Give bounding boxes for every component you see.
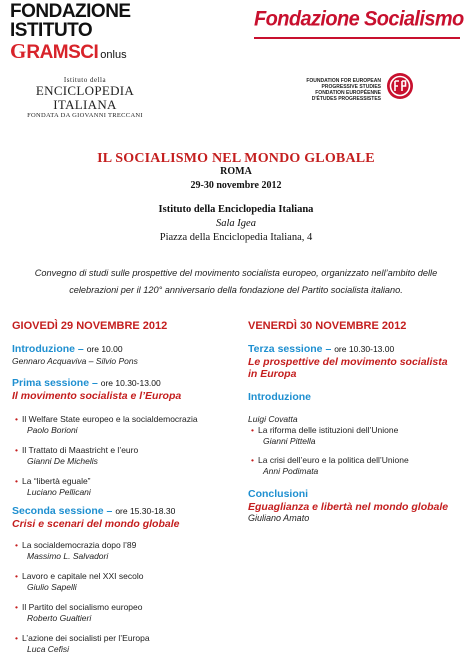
session1-heading: Prima sessione – ore 10.30-13.00 <box>12 377 161 389</box>
talk-topic: Il Welfare State europeo e la socialdemocrazia <box>22 414 198 424</box>
list-item <box>15 602 240 624</box>
treccani-logo-line3: FONDATA DA GIOVANNI TRECCANI <box>27 112 143 119</box>
talk-speaker: Gianni Pittella <box>263 436 316 446</box>
talk-topic: La crisi dell’euro e la politica dell’Unione <box>258 455 409 465</box>
talk-topic: La socialdemocrazia dopo l’89 <box>22 540 137 550</box>
list-item <box>15 633 240 655</box>
event-description-line2: celebrazioni per il 120° anniversario della fondazione del Partito socialista italiano. <box>69 285 403 295</box>
session3-title-line1: Le prospettive del movimento socialista <box>248 356 448 368</box>
session2-title: Crisi e scenari del mondo globale <box>12 518 180 530</box>
session3-label: Terza sessione <box>248 343 323 355</box>
session1-title: Il movimento socialista e l’Europa <box>12 390 182 402</box>
day2-intro-speaker: Luigi Covatta <box>248 414 298 424</box>
gramsci-logo-ramsci: RAMSCI <box>26 42 99 63</box>
day1-intro-time: ore 10.00 <box>86 344 123 354</box>
bullet-icon: • <box>15 602 18 612</box>
event-description <box>18 265 454 299</box>
talk-topic: Lavoro e capitale nel XXI secolo <box>22 571 144 581</box>
day2-program <box>248 320 468 524</box>
list-item <box>15 445 240 467</box>
socialismo-logo-underline <box>254 37 460 39</box>
talk-topic: La “libertà eguale” <box>22 476 91 486</box>
feps-logo-icon <box>386 72 414 100</box>
talk-topic: L’azione dei socialisti per l’Europa <box>22 633 150 643</box>
bullet-icon: • <box>15 633 18 643</box>
talk-speaker: Luciano Pellicani <box>27 487 91 497</box>
bullet-icon: • <box>15 571 18 581</box>
treccani-logo <box>10 76 160 119</box>
day1-intro-speakers: Gennaro Acquaviva – Silvio Pons <box>12 356 138 366</box>
conclusions-heading: Conclusioni <box>248 488 309 500</box>
page-title: IL SOCIALISMO NEL MONDO GLOBALE <box>97 151 375 166</box>
bullet-icon: • <box>251 455 254 465</box>
talk-speaker: Gianni De Michelis <box>27 456 98 466</box>
day1-intro-label: Introduzione <box>12 343 75 355</box>
event-description-line1: Convegno di studi sulle prospettive del movimento socialista europeo, organizzato nell’ambito delle <box>34 268 438 278</box>
list-item <box>15 571 240 593</box>
day1-header: GIOVEDÌ 29 NOVEMBRE 2012 <box>12 320 168 332</box>
session2-label: Seconda sessione <box>12 505 104 517</box>
event-date: 29-30 novembre 2012 <box>190 180 282 191</box>
list-item <box>251 455 468 477</box>
feps-text-line2: PROGRESSIVE STUDIES <box>321 84 381 90</box>
talk-speaker: Massimo L. Salvadori <box>27 551 109 561</box>
day2-header: VENERDÌ 30 NOVEMBRE 2012 <box>248 320 407 332</box>
session3-heading: Terza sessione – ore 10.30-13.00 <box>248 343 395 355</box>
gramsci-logo-line1: FONDAZIONE <box>10 1 131 22</box>
session1-label: Prima sessione <box>12 377 90 389</box>
talk-speaker: Roberto Gualtieri <box>27 613 92 623</box>
event-address: Piazza della Enciclopedia Italiana, 4 <box>159 232 313 243</box>
list-item <box>251 425 468 447</box>
day2-intro-heading: Introduzione <box>248 391 311 403</box>
talk-speaker: Paolo Borioni <box>27 425 78 435</box>
talk-speaker: Anni Podimata <box>263 466 319 476</box>
gramsci-logo-onlus: onlus <box>100 49 127 61</box>
day2-intro-items <box>248 425 468 477</box>
session2-time: ore 15.30-18.30 <box>115 506 176 516</box>
list-item <box>15 540 240 562</box>
feps-text-line1: FOUNDATION FOR EUROPEAN <box>306 78 381 84</box>
gramsci-logo-line3 <box>10 41 131 62</box>
gramsci-logo-g: G <box>10 39 27 63</box>
session3-title <box>248 356 468 380</box>
session1-items <box>12 414 240 498</box>
feps-logo-text <box>275 78 381 102</box>
event-city: ROMA <box>220 166 252 177</box>
day1-program <box>12 320 240 655</box>
conclusions-speaker: Giuliano Amato <box>248 513 310 523</box>
bullet-icon: • <box>15 476 18 486</box>
event-venue: Istituto della Enciclopedia Italiana <box>158 204 314 215</box>
talk-speaker: Giulio Sapelli <box>27 582 77 592</box>
event-room: Sala Igea <box>216 218 256 229</box>
talk-topic: Il Trattato di Maastricht e l’euro <box>22 445 139 455</box>
day1-intro-heading: Introduzione – ore 10.00 <box>12 343 123 355</box>
bullet-icon: • <box>15 414 18 424</box>
session1-time: ore 10.30-13.00 <box>100 378 161 388</box>
list-item <box>15 414 240 436</box>
list-item <box>15 476 240 498</box>
treccani-logo-line1: Istituto della <box>63 76 107 84</box>
fondazione-gramsci-logo <box>10 2 131 62</box>
bullet-icon: • <box>15 445 18 455</box>
session3-title-line2: in Europa <box>248 368 297 380</box>
session2-items <box>12 540 240 655</box>
feps-text-line4: D'ÉTUDES PROGRESSISTES <box>311 96 381 102</box>
bullet-icon: • <box>15 540 18 550</box>
talk-topic: La riforma delle istituzioni dell’Unione <box>258 425 399 435</box>
fondazione-socialismo-logo: Fondazione Socialismo <box>254 7 464 31</box>
bullet-icon: • <box>251 425 254 435</box>
session3-time: ore 10.30-13.00 <box>334 344 395 354</box>
gramsci-logo-line2: ISTITUTO <box>10 20 93 41</box>
conclusions-title: Eguaglianza e libertà nel mondo globale <box>248 501 449 513</box>
treccani-logo-line2: ENCICLOPEDIA ITALIANA <box>35 83 135 112</box>
talk-topic: Il Partito del socialismo europeo <box>22 602 143 612</box>
feps-text-line3: FONDATION EUROPÉENNE <box>315 90 381 96</box>
talk-speaker: Luca Cefisi <box>27 644 70 654</box>
session2-heading: Seconda sessione – ore 15.30-18.30 <box>12 505 176 517</box>
